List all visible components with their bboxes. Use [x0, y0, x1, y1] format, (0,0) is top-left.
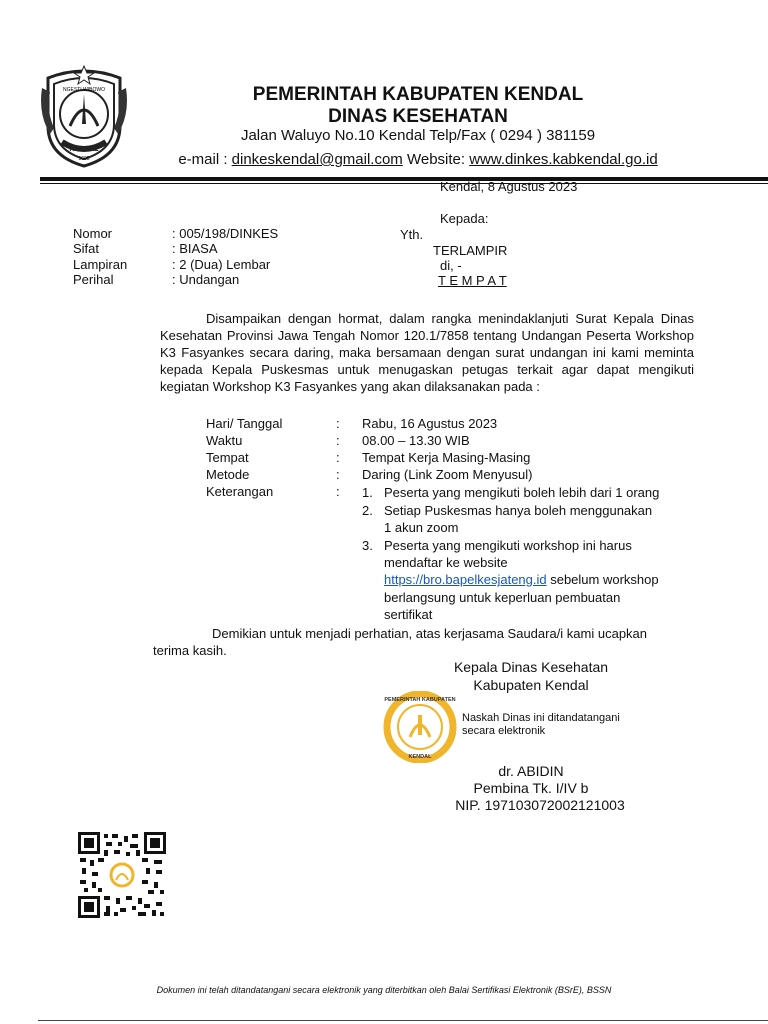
signer-nip: NIP. 197103072002121003 [455, 797, 625, 813]
schedule-method-value: Daring (Link Zoom Menyusul) [362, 467, 533, 482]
schedule-place-colon: : [336, 450, 340, 465]
footer-rule [38, 1020, 768, 1021]
electronic-signature-stamp [382, 691, 622, 763]
letterhead-rule-thin [40, 183, 768, 184]
schedule-notes-label: Keterangan [206, 484, 274, 499]
schedule-date-label: Hari/ Tanggal [206, 416, 283, 431]
logo-name: KENDAL [69, 146, 99, 153]
recipient-kepada: Kepada: [440, 211, 489, 226]
meta-perihal-label: Perihal [73, 272, 114, 287]
footer-bsre-note: Dokumen ini telah ditandatangani secara elektronik yang diterbitkan oleh Balai Sertifikasi Elektronik (BSrE), BSSN [156, 985, 612, 995]
note-3-text-line1: Peserta yang mengikuti workshop ini harus [384, 538, 632, 553]
note-3-number: 3. [362, 538, 373, 553]
meta-nomor-label: Nomor [73, 226, 113, 241]
signature-title2: Kabupaten Kendal [473, 677, 589, 693]
note-3-text-line3 [384, 571, 659, 588]
meta-nomor-value: : 005/198/DINKES [172, 226, 279, 241]
note-2-text-line2: 1 akun zoom [384, 520, 459, 535]
closing-line1: Demikian untuk menjadi perhatian, atas kerjasama Saudara/i kami ucapkan [212, 626, 648, 641]
stamp-text-line2: secara elektronik [462, 725, 546, 737]
letterhead-government: PEMERINTAH KABUPATEN KENDAL [252, 84, 584, 105]
schedule-method-label: Metode [206, 467, 250, 482]
note-1-number: 1. [362, 485, 373, 500]
letterhead-office: DINAS KESEHATAN [328, 106, 508, 127]
schedule-date-value: Rabu, 16 Agustus 2023 [362, 416, 498, 431]
signer-name: dr. ABIDIN [498, 763, 564, 779]
closing-line2: terima kasih. [153, 643, 227, 658]
schedule-method-colon: : [336, 467, 340, 482]
email-link[interactable]: dinkeskendal@gmail.com [231, 151, 403, 168]
meta-perihal-value: : Undangan [172, 272, 240, 287]
recipient-di: di, - [440, 258, 462, 273]
stamp-ring-bottom: KENDAL [408, 754, 432, 760]
meta-lampiran-value: : 2 (Dua) Lembar [172, 257, 271, 272]
stamp-text-line1: Naskah Dinas ini ditandatangani [462, 712, 620, 724]
letterhead-address: Jalan Waluyo No.10 Kendal Telp/Fax ( 0294 ) 381159 [240, 127, 596, 144]
letter-date: Kendal, 8 Agustus 2023 [440, 179, 578, 194]
body-paragraph: Disampaikan dengan hormat, dalam rangka menindaklanjuti Surat Kepala Dinas Kesehatan Provinsi Jawa Tengah Nomor 120.1/7858 tentang Undangan Peserta Workshop K3 Fasyankes secara daring, maka bersamaan dengan surat undangan ini kami meminta kepada Kepala Puskesmas untuk menugaskan petugas terkait agar dapat mengikuti kegiatan Workshop K3 Fasyankes yang akan dilaksanakan pada : [160, 311, 694, 394]
note-3-text-line2: mendaftar ke website [384, 555, 508, 570]
schedule-time-colon: : [336, 433, 340, 448]
website-link[interactable]: www.dinkes.kabkendal.go.id [469, 151, 658, 168]
stamp-seal-icon [382, 691, 458, 763]
note-3-text-line4: berlangsung untuk keperluan pembuatan [384, 590, 621, 605]
website-label: Website: [402, 151, 470, 168]
note-1-text: Peserta yang mengikuti boleh lebih dari 1 orang [384, 485, 660, 500]
logo-motto: NGESTI WIBOWO [63, 87, 105, 93]
recipient-tempat: T E M P A T [438, 273, 507, 288]
schedule-place-label: Tempat [206, 450, 249, 465]
schedule-notes-colon: : [336, 484, 340, 499]
signature-title1: Kepala Dinas Kesehatan [453, 659, 609, 675]
qr-code-icon [78, 832, 166, 918]
recipient-yth: Yth. [400, 227, 424, 242]
schedule-place-value: Tempat Kerja Masing-Masing [362, 450, 531, 465]
stamp-ring-top: PEMERINTAH KABUPATEN [384, 697, 456, 703]
recipient-name: TERLAMPIR [433, 243, 508, 258]
email-label: e-mail : [178, 151, 232, 168]
schedule-time-label: Waktu [206, 433, 243, 448]
letterhead-contact [0, 151, 768, 168]
meta-lampiran-label: Lampiran [73, 257, 128, 272]
note-3-after-link: sebelum workshop [546, 572, 659, 587]
registration-link[interactable]: https://bro.bapelkesjateng.id [384, 572, 547, 587]
schedule-date-colon: : [336, 416, 340, 431]
note-3-text-line5: sertifikat [384, 607, 433, 622]
meta-sifat-value: : BIASA [172, 241, 218, 256]
signer-rank: Pembina Tk. I/IV b [473, 780, 589, 796]
logo-year: 1605 [78, 156, 90, 162]
meta-sifat-label: Sifat [73, 241, 100, 256]
letterhead-rule-thick [40, 177, 768, 181]
note-2-number: 2. [362, 503, 373, 518]
schedule-time-value: 08.00 – 13.30 WIB [362, 433, 470, 448]
note-2-text-line1: Setiap Puskesmas hanya boleh menggunakan [384, 503, 653, 518]
